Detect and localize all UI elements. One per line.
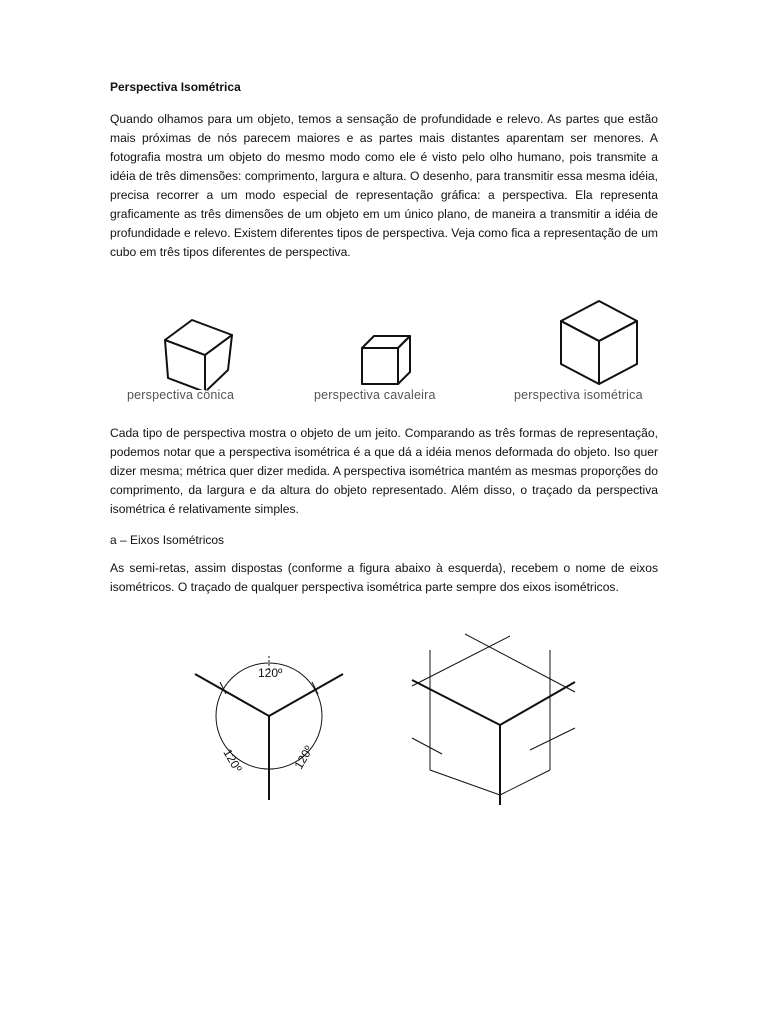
isometric-construction-icon <box>412 634 575 805</box>
intro-paragraph: Quando olhamos para um objeto, temos a sensação de profundidade e relevo. As partes que estão mais próximas de nós parecem maiores e as partes mais distantes aparentam ser menores. A fotografia mostra um objeto do mesmo modo como ele é visto pelo olho humano, pois transmite a idéia de três dimensões: comprimento, largura e altura. O desenho, para transmitir essa mesma idéia, precisa recorrer a um modo especial de representação gráfica: a perspectiva. Ela representa graficamente as três dimensões de um objeto em um único plano, de maneira a transmitir a idéia de profundidade e relevo. Existem diferentes tipos de perspectiva. Veja como fica a representação de um cubo em três tipos diferentes de perspectiva. <box>110 112 658 259</box>
angle-label-left: 120º <box>220 746 245 775</box>
cavalier-cube-icon <box>362 336 410 384</box>
caption-cavaleira: perspectiva cavaleira <box>314 388 436 402</box>
axes-paragraph: As semi-retas, assim dispostas (conforme a figura abaixo à esquerda), recebem o nome de eixos isométricos. O traçado de qualquer perspectiva isométrica parte sempre dos eixos isométricos. <box>110 561 658 594</box>
caption-isometrica: perspectiva isométrica <box>514 388 643 402</box>
document-body-2 <box>110 424 658 609</box>
isometric-axes-figure <box>180 630 600 810</box>
comparison-paragraph: Cada tipo de perspectiva mostra o objeto de um jeito. Comparando as três formas de representação, podemos notar que a perspectiva isométrica é a que dá a idéia menos deformada do objeto. Iso quer dizer mesma; métrica quer dizer medida. A perspectiva isométrica mantém as mesmas proporções do comprimento, da largura e da altura do objeto representado. Além disso, o traçado da perspectiva isométrica é relativamente simples. <box>110 426 658 516</box>
cubes-drawing <box>110 300 658 390</box>
page-title: Perspectiva Isométrica <box>110 80 241 94</box>
document-body <box>110 78 658 274</box>
section-heading: a – Eixos Isométricos <box>110 533 225 547</box>
angle-label-right: 120º <box>291 743 316 772</box>
cubes-figure <box>110 300 658 412</box>
axes-drawing <box>180 630 600 810</box>
isometric-cube-icon <box>561 301 637 384</box>
conic-cube-icon <box>165 320 232 390</box>
caption-conica: perspectiva cônica <box>127 388 235 402</box>
angle-label-top: 120º <box>258 666 283 680</box>
